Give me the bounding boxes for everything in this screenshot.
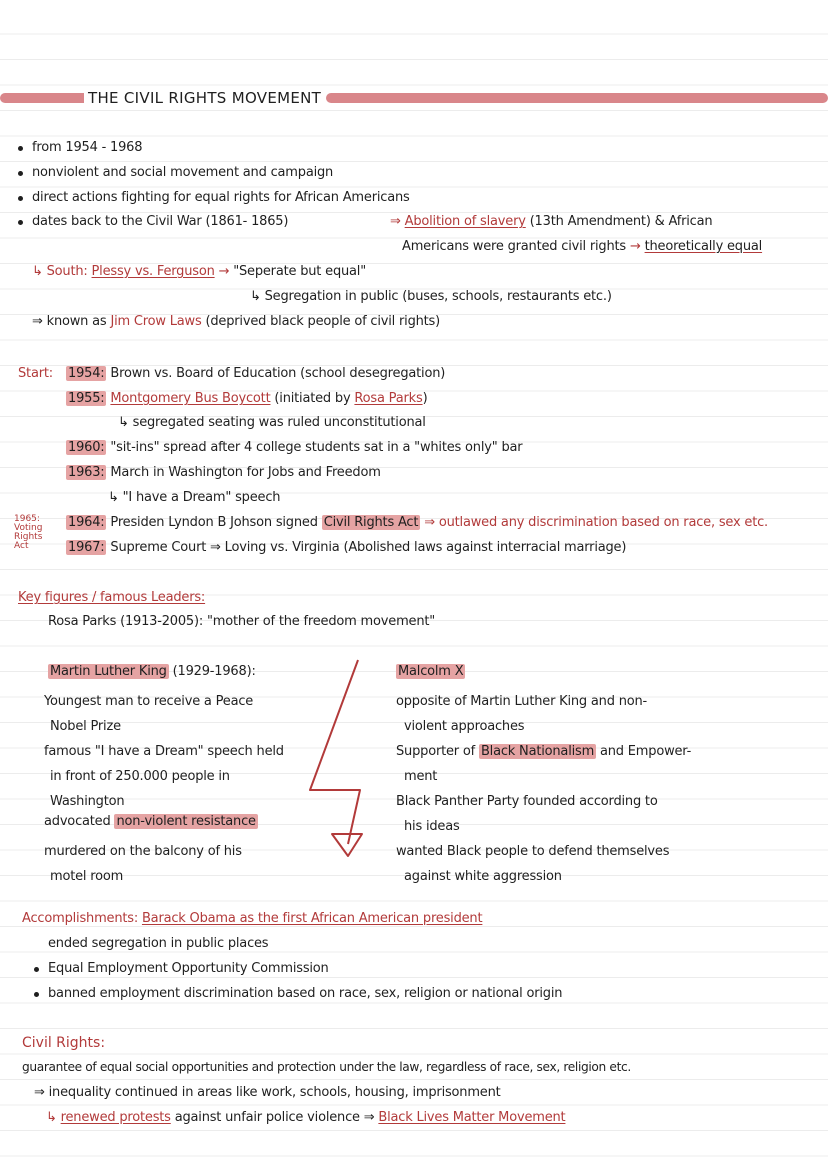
point-text: Nobel Prize [50, 719, 121, 734]
accomplishment-3: banned employment discrimination based on race, sex, religion or national origin [48, 986, 563, 1001]
point-text: wanted Black people to defend themselves [396, 844, 670, 859]
accomplishment-2: Equal Employment Opportunity Commission [48, 961, 329, 976]
abolition-line-2 [402, 239, 762, 254]
point-text: Washington [50, 794, 125, 809]
event-1960 [66, 440, 522, 455]
bus-boycott: Montgomery Bus Boycott [110, 391, 271, 406]
renewed-protests: renewed protests [60, 1110, 171, 1125]
side-note-voting-rights [14, 515, 42, 551]
bullet [34, 992, 39, 997]
civil-rights-granted: Americans were granted civil rights [402, 239, 626, 254]
arrow-icon: → [218, 264, 230, 279]
side-note-l1: Voting [14, 523, 43, 533]
event-text: "sit-ins" spread after 4 college students sat in a "whites only" bar [110, 440, 523, 455]
year-badge: 1964: [68, 515, 105, 530]
obama-text: Barack Obama as the first African American president [141, 911, 483, 926]
jim-crow-name: Jim Crow Laws [110, 314, 202, 329]
civil-rights-definition: guarantee of equal social opportunities and protection under the law, regardless of race, sex, religion etc. [22, 1060, 631, 1074]
initiated-by: (initiated by [274, 391, 351, 406]
malcolm-heading [396, 664, 465, 679]
accomplishments-line [22, 911, 482, 926]
jim-crow-line [32, 314, 440, 329]
civil-rights-label: Civil Rights: [22, 1035, 106, 1051]
intro-line-2: nonviolent and social movement and campaign [32, 165, 334, 180]
side-note-l2: Rights [14, 532, 43, 542]
malcolm-point-3 [396, 789, 658, 839]
point-text: against white aggression [404, 869, 562, 884]
mlk-point-1 [44, 689, 253, 739]
point-text: advocated [44, 814, 111, 829]
bullet [34, 967, 39, 972]
title-bar-left [0, 93, 90, 103]
malcolm-point-4 [396, 839, 669, 889]
event-1964 [66, 515, 768, 530]
malcolm-point-2 [396, 739, 691, 789]
inequality-line: ⇒ inequality continued in areas like work, schools, housing, imprisonment [34, 1085, 501, 1100]
accomplishments-label: Accomplishments: [22, 911, 139, 926]
event-1967 [66, 540, 626, 555]
point-text: famous "I have a Dream" speech held [44, 744, 284, 759]
event-1963-detail: ↳ "I have a Dream" speech [108, 490, 281, 505]
abolition-text: Abolition of slavery [404, 214, 526, 229]
known-suffix: (deprived black people of civil rights) [205, 314, 441, 329]
mlk-point-4 [44, 839, 242, 889]
year-badge: 1955: [68, 391, 105, 406]
page-title: THE CIVIL RIGHTS MOVEMENT [84, 89, 325, 107]
year-badge: 1954: [68, 366, 105, 381]
separate-quote: "Seperate but equal" [233, 264, 366, 279]
point-text: murdered on the balcony of his [44, 844, 242, 859]
arrow-icon: ↳ [46, 1110, 57, 1125]
protest-middle: against unfair police violence ⇒ [174, 1110, 375, 1125]
point-text: opposite of Martin Luther King and non- [396, 694, 648, 709]
civil-rights-act: Civil Rights Act [323, 515, 419, 530]
bullet [18, 196, 23, 201]
non-violent-highlight: non-violent resistance [116, 814, 256, 829]
close-paren: ) [422, 391, 428, 406]
point-text: violent approaches [404, 719, 525, 734]
event-1955-detail: ↳ segregated seating was ruled unconstitutional [118, 415, 426, 430]
south-line [32, 264, 366, 279]
intro-line-3: direct actions fighting for equal rights for African Americans [32, 190, 410, 205]
point-text: and Empower- [600, 744, 692, 759]
point-text: in front of 250.000 people in [50, 769, 230, 784]
bullet [18, 146, 23, 151]
mlk-point-2 [44, 739, 284, 814]
rosa-parks-line: Rosa Parks (1913-2005): "mother of the freedom movement" [48, 614, 436, 629]
south-label: ↳ South: [32, 264, 88, 279]
rosa-parks-name: Rosa Parks [354, 391, 423, 406]
event-1955 [66, 391, 427, 406]
theoretically-equal: theoretically equal [644, 239, 763, 254]
black-nationalism-highlight: Black Nationalism [480, 744, 595, 759]
event-text: March in Washington for Jobs and Freedom [110, 465, 381, 480]
arrow-icon: ⇒ [390, 214, 401, 229]
figures-heading: Key figures / famous Leaders: [18, 590, 206, 605]
abolition-line [390, 214, 712, 229]
arrow-icon: → [629, 239, 641, 254]
year-badge: 1963: [68, 465, 105, 480]
side-note-l3: Act [14, 541, 29, 551]
mlk-years: (1929-1968): [172, 664, 256, 679]
event-text: Presiden Lyndon B Johson signed [110, 515, 318, 530]
point-text: Youngest man to receive a Peace [44, 694, 254, 709]
intro-line-4: dates back to the Civil War (1861- 1865) [32, 214, 289, 229]
segregation-line: ↳ Segregation in public (buses, schools, restaurants etc.) [250, 289, 612, 304]
event-1954 [66, 366, 445, 381]
blm-text: Black Lives Matter Movement [378, 1110, 566, 1125]
year-badge: 1960: [68, 440, 105, 455]
point-text: his ideas [404, 819, 460, 834]
event-text: Supreme Court ⇒ Loving vs. Virginia (Abolished laws against interracial marriage) [110, 540, 627, 555]
mlk-name: Martin Luther King [50, 664, 167, 679]
accomplishment-1: ended segregation in public places [48, 936, 269, 951]
year-badge: 1967: [68, 540, 105, 555]
point-text: motel room [50, 869, 124, 884]
malcolm-name: Malcolm X [398, 664, 464, 679]
intro-line-1: from 1954 - 1968 [32, 140, 143, 155]
protest-line [46, 1110, 565, 1125]
amendment-text: (13th Amendment) & African [529, 214, 713, 229]
point-text: Black Panther Party founded according to [396, 794, 658, 809]
point-text: ment [404, 769, 438, 784]
mlk-heading [48, 664, 256, 679]
point-text: Supporter of [396, 744, 475, 759]
event-text: Brown vs. Board of Education (school desegregation) [110, 366, 446, 381]
lightning-divider-icon [300, 652, 380, 862]
bullet [18, 171, 23, 176]
title-bar-right [326, 93, 828, 103]
plessy-case: Plessy vs. Ferguson [91, 264, 215, 279]
outlawed-text: ⇒ outlawed any discrimination based on race, sex etc. [424, 515, 768, 530]
start-label: Start: [18, 366, 53, 381]
known-prefix: ⇒ known as [32, 314, 107, 329]
side-note-year: 1965: [14, 514, 40, 524]
mlk-point-3 [44, 814, 258, 829]
bullet [18, 220, 23, 225]
malcolm-point-1 [396, 689, 647, 739]
event-1963 [66, 465, 381, 480]
